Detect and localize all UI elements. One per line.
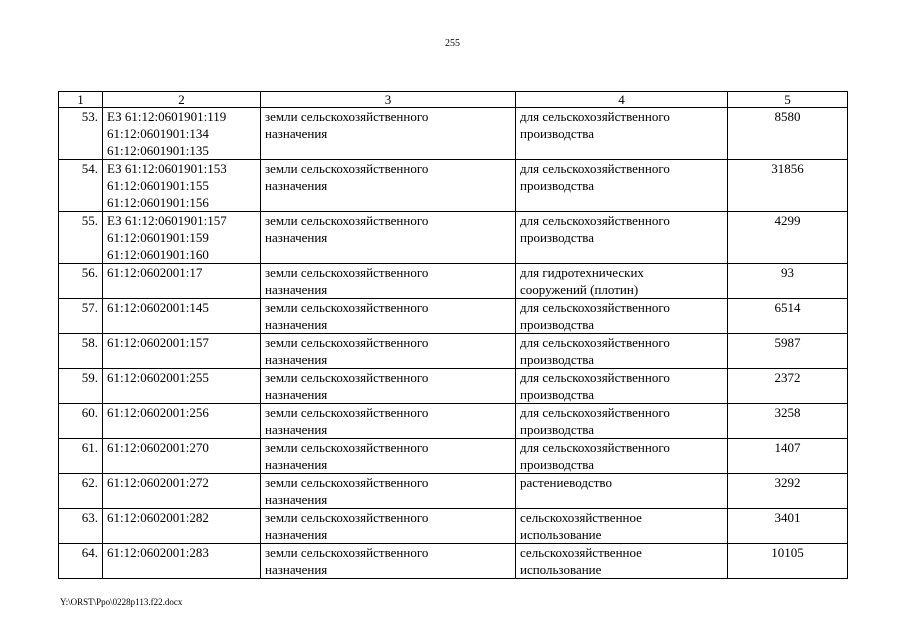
land-category-line: назначения bbox=[265, 422, 328, 437]
table-row bbox=[59, 369, 848, 404]
cadastral-number-line: 61:12:0601901:135 bbox=[107, 143, 209, 158]
column-header-cadastral: 2 bbox=[103, 92, 261, 108]
cadastral-number-line: ЕЗ 61:12:0601901:157 bbox=[107, 213, 227, 228]
area-value: 10105 bbox=[728, 544, 848, 579]
permitted-use-line: для сельскохозяйственного bbox=[520, 440, 670, 455]
land-category-line: земли сельскохозяйственного bbox=[265, 475, 429, 490]
table-row bbox=[59, 108, 848, 160]
permitted-use-line: производства bbox=[520, 178, 595, 193]
land-category-cell bbox=[261, 264, 516, 299]
area-value: 4299 bbox=[728, 212, 848, 264]
land-category-line: назначения bbox=[265, 317, 328, 332]
cadastral-number-cell bbox=[103, 108, 261, 160]
land-category-line: назначения bbox=[265, 387, 328, 402]
table-row bbox=[59, 509, 848, 544]
cadastral-number-line: 61:12:0602001:145 bbox=[107, 300, 209, 315]
land-category-line: назначения bbox=[265, 562, 328, 577]
cadastral-number-line: 61:12:0602001:282 bbox=[107, 510, 209, 525]
area-value: 3292 bbox=[728, 474, 848, 509]
permitted-use-line: для сельскохозяйственного bbox=[520, 300, 670, 315]
land-category-cell bbox=[261, 404, 516, 439]
cadastral-number-cell bbox=[103, 160, 261, 212]
table-header-row bbox=[59, 92, 848, 108]
row-number: 57. bbox=[59, 299, 103, 334]
permitted-use-line: для сельскохозяйственного bbox=[520, 213, 670, 228]
permitted-use-line: сельскохозяйственное bbox=[520, 510, 642, 525]
land-category-cell bbox=[261, 369, 516, 404]
permitted-use-line: растениеводство bbox=[520, 475, 612, 490]
land-category-line: земли сельскохозяйственного bbox=[265, 265, 429, 280]
permitted-use-line: использование bbox=[520, 527, 602, 542]
permitted-use-line: для гидротехнических bbox=[520, 265, 644, 280]
land-category-line: земли сельскохозяйственного bbox=[265, 545, 429, 560]
permitted-use-line: производства bbox=[520, 126, 595, 141]
permitted-use-line: производства bbox=[520, 352, 595, 367]
cadastral-number-cell bbox=[103, 212, 261, 264]
permitted-use-line: производства bbox=[520, 387, 595, 402]
permitted-use-line: для сельскохозяйственного bbox=[520, 335, 670, 350]
row-number: 59. bbox=[59, 369, 103, 404]
land-plots-table bbox=[58, 91, 848, 579]
cadastral-number-line: 61:12:0601901:134 bbox=[107, 126, 209, 141]
table-row bbox=[59, 160, 848, 212]
permitted-use-cell bbox=[516, 108, 728, 160]
permitted-use-line: для сельскохозяйственного bbox=[520, 370, 670, 385]
land-category-cell bbox=[261, 160, 516, 212]
table-row bbox=[59, 299, 848, 334]
land-category-line: земли сельскохозяйственного bbox=[265, 300, 429, 315]
permitted-use-cell bbox=[516, 369, 728, 404]
row-number: 56. bbox=[59, 264, 103, 299]
cadastral-number-line: 61:12:0601901:156 bbox=[107, 195, 209, 210]
permitted-use-line: сооружений (плотин) bbox=[520, 282, 639, 297]
area-value: 6514 bbox=[728, 299, 848, 334]
permitted-use-cell bbox=[516, 264, 728, 299]
cadastral-number-line: 61:12:0602001:256 bbox=[107, 405, 209, 420]
row-number: 60. bbox=[59, 404, 103, 439]
cadastral-number-line: ЕЗ 61:12:0601901:153 bbox=[107, 161, 227, 176]
permitted-use-line: производства bbox=[520, 457, 595, 472]
row-number: 64. bbox=[59, 544, 103, 579]
land-category-cell bbox=[261, 334, 516, 369]
permitted-use-line: для сельскохозяйственного bbox=[520, 161, 670, 176]
column-header-use: 4 bbox=[516, 92, 728, 108]
land-category-line: земли сельскохозяйственного bbox=[265, 510, 429, 525]
row-number: 62. bbox=[59, 474, 103, 509]
land-category-cell bbox=[261, 544, 516, 579]
row-number: 54. bbox=[59, 160, 103, 212]
permitted-use-cell bbox=[516, 474, 728, 509]
permitted-use-line: для сельскохозяйственного bbox=[520, 405, 670, 420]
cadastral-number-line: 61:12:0602001:283 bbox=[107, 545, 209, 560]
permitted-use-cell bbox=[516, 404, 728, 439]
land-category-cell bbox=[261, 509, 516, 544]
row-number: 61. bbox=[59, 439, 103, 474]
cadastral-number-cell bbox=[103, 509, 261, 544]
cadastral-number-line: 61:12:0601901:159 bbox=[107, 230, 209, 245]
table-row bbox=[59, 264, 848, 299]
cadastral-number-line: 61:12:0602001:17 bbox=[107, 265, 203, 280]
cadastral-number-line: 61:12:0602001:157 bbox=[107, 335, 209, 350]
land-category-cell bbox=[261, 299, 516, 334]
land-category-line: назначения bbox=[265, 126, 328, 141]
cadastral-number-line: 61:12:0602001:272 bbox=[107, 475, 209, 490]
permitted-use-cell bbox=[516, 212, 728, 264]
area-value: 31856 bbox=[728, 160, 848, 212]
area-value: 5987 bbox=[728, 334, 848, 369]
cadastral-number-cell bbox=[103, 439, 261, 474]
area-value: 1407 bbox=[728, 439, 848, 474]
cadastral-number-cell bbox=[103, 369, 261, 404]
land-category-line: земли сельскохозяйственного bbox=[265, 440, 429, 455]
land-category-line: назначения bbox=[265, 352, 328, 367]
land-category-line: земли сельскохозяйственного bbox=[265, 213, 429, 228]
cadastral-number-cell bbox=[103, 474, 261, 509]
land-category-line: назначения bbox=[265, 492, 328, 507]
table-row bbox=[59, 544, 848, 579]
permitted-use-line: производства bbox=[520, 230, 595, 245]
column-header-category: 3 bbox=[261, 92, 516, 108]
table-body bbox=[59, 108, 848, 579]
row-number: 58. bbox=[59, 334, 103, 369]
land-category-cell bbox=[261, 439, 516, 474]
table-row bbox=[59, 404, 848, 439]
permitted-use-line: использование bbox=[520, 562, 602, 577]
row-number: 55. bbox=[59, 212, 103, 264]
cadastral-number-cell bbox=[103, 334, 261, 369]
permitted-use-cell bbox=[516, 509, 728, 544]
area-value: 3401 bbox=[728, 509, 848, 544]
land-category-line: земли сельскохозяйственного bbox=[265, 335, 429, 350]
footer-file-path: Y:\ORST\Ppo\0228p113.f22.docx bbox=[60, 597, 183, 607]
cadastral-number-line: 61:12:0602001:270 bbox=[107, 440, 209, 455]
cadastral-number-line: 61:12:0601901:160 bbox=[107, 247, 209, 262]
permitted-use-cell bbox=[516, 299, 728, 334]
permitted-use-line: для сельскохозяйственного bbox=[520, 109, 670, 124]
row-number: 63. bbox=[59, 509, 103, 544]
area-value: 8580 bbox=[728, 108, 848, 160]
permitted-use-line: производства bbox=[520, 317, 595, 332]
land-category-cell bbox=[261, 474, 516, 509]
land-category-line: назначения bbox=[265, 282, 328, 297]
land-category-line: назначения bbox=[265, 457, 328, 472]
land-category-line: земли сельскохозяйственного bbox=[265, 370, 429, 385]
table-row bbox=[59, 474, 848, 509]
area-value: 2372 bbox=[728, 369, 848, 404]
cadastral-number-line: 61:12:0602001:255 bbox=[107, 370, 209, 385]
cadastral-number-cell bbox=[103, 264, 261, 299]
cadastral-number-cell bbox=[103, 299, 261, 334]
column-header-number: 1 bbox=[59, 92, 103, 108]
cadastral-number-line: 61:12:0601901:155 bbox=[107, 178, 209, 193]
column-header-area: 5 bbox=[728, 92, 848, 108]
table-row bbox=[59, 334, 848, 369]
land-category-line: назначения bbox=[265, 178, 328, 193]
land-category-line: назначения bbox=[265, 527, 328, 542]
cadastral-number-line: ЕЗ 61:12:0601901:119 bbox=[107, 109, 227, 124]
permitted-use-line: производства bbox=[520, 422, 595, 437]
permitted-use-cell bbox=[516, 334, 728, 369]
land-category-cell bbox=[261, 108, 516, 160]
land-category-line: назначения bbox=[265, 230, 328, 245]
permitted-use-cell bbox=[516, 160, 728, 212]
area-value: 3258 bbox=[728, 404, 848, 439]
row-number: 53. bbox=[59, 108, 103, 160]
table-row bbox=[59, 439, 848, 474]
land-category-line: земли сельскохозяйственного bbox=[265, 109, 429, 124]
land-category-line: земли сельскохозяйственного bbox=[265, 161, 429, 176]
area-value: 93 bbox=[728, 264, 848, 299]
page-number: 255 bbox=[445, 38, 460, 49]
permitted-use-cell bbox=[516, 439, 728, 474]
cadastral-number-cell bbox=[103, 404, 261, 439]
permitted-use-line: сельскохозяйственное bbox=[520, 545, 642, 560]
table-row bbox=[59, 212, 848, 264]
permitted-use-cell bbox=[516, 544, 728, 579]
cadastral-number-cell bbox=[103, 544, 261, 579]
land-category-line: земли сельскохозяйственного bbox=[265, 405, 429, 420]
land-category-cell bbox=[261, 212, 516, 264]
